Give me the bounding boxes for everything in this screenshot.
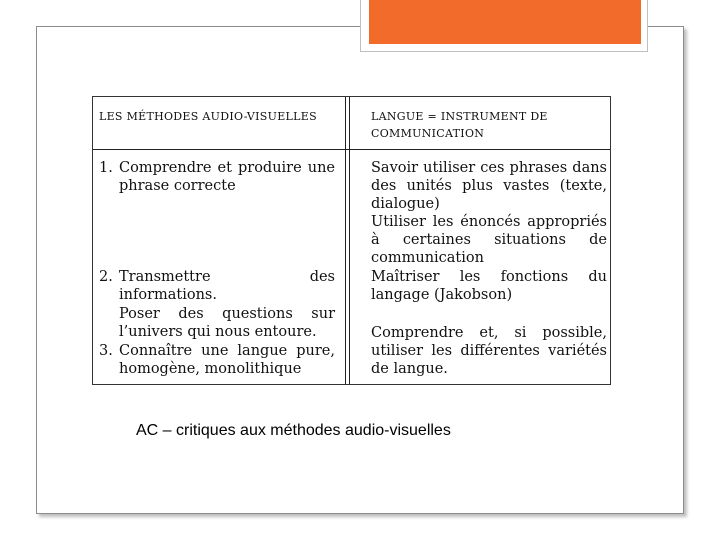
left-item-3 (99, 342, 335, 378)
header-rule (93, 149, 610, 150)
item-text: Comprendre et produire une phrase correcte (119, 160, 335, 194)
column-divider (345, 97, 346, 384)
comparison-table (92, 96, 611, 385)
right-header-line2: COMMUNICATION (371, 127, 485, 140)
item-number: 3. (99, 343, 113, 359)
right-item-3: Maîtriser les fonctions du langage (Jakobson) (371, 269, 607, 303)
right-item-2: Utiliser les énoncés appropriés à certaines situations de communication (371, 214, 607, 266)
item-text: Connaître une langue pure, homogène, monolithique (119, 343, 335, 377)
item-number (99, 305, 119, 341)
left-header: LES MÉTHODES AUDIO-VISUELLES (99, 110, 317, 123)
item-text: Poser des questions sur l’univers qui nous entoure. (119, 306, 335, 340)
corner-accent-block (369, 0, 641, 44)
left-item-1 (99, 159, 335, 195)
column-divider (349, 97, 350, 384)
item-text: Transmettre des informations. (119, 269, 335, 303)
slide-caption: AC – critiques aux méthodes audio-visuelles (136, 422, 451, 439)
left-item-2b (99, 305, 335, 341)
right-item-4: Comprendre et, si possible, utiliser les différentes variétés de langue. (371, 325, 607, 377)
item-number: 1. (99, 160, 113, 176)
right-header-line1: LANGUE = INSTRUMENT DE (371, 110, 548, 123)
right-header (371, 108, 607, 142)
item-number: 2. (99, 269, 113, 285)
left-item-2 (99, 268, 335, 304)
right-item-1: Savoir utiliser ces phrases dans des unités plus vastes (texte, dialogue) (371, 160, 607, 212)
